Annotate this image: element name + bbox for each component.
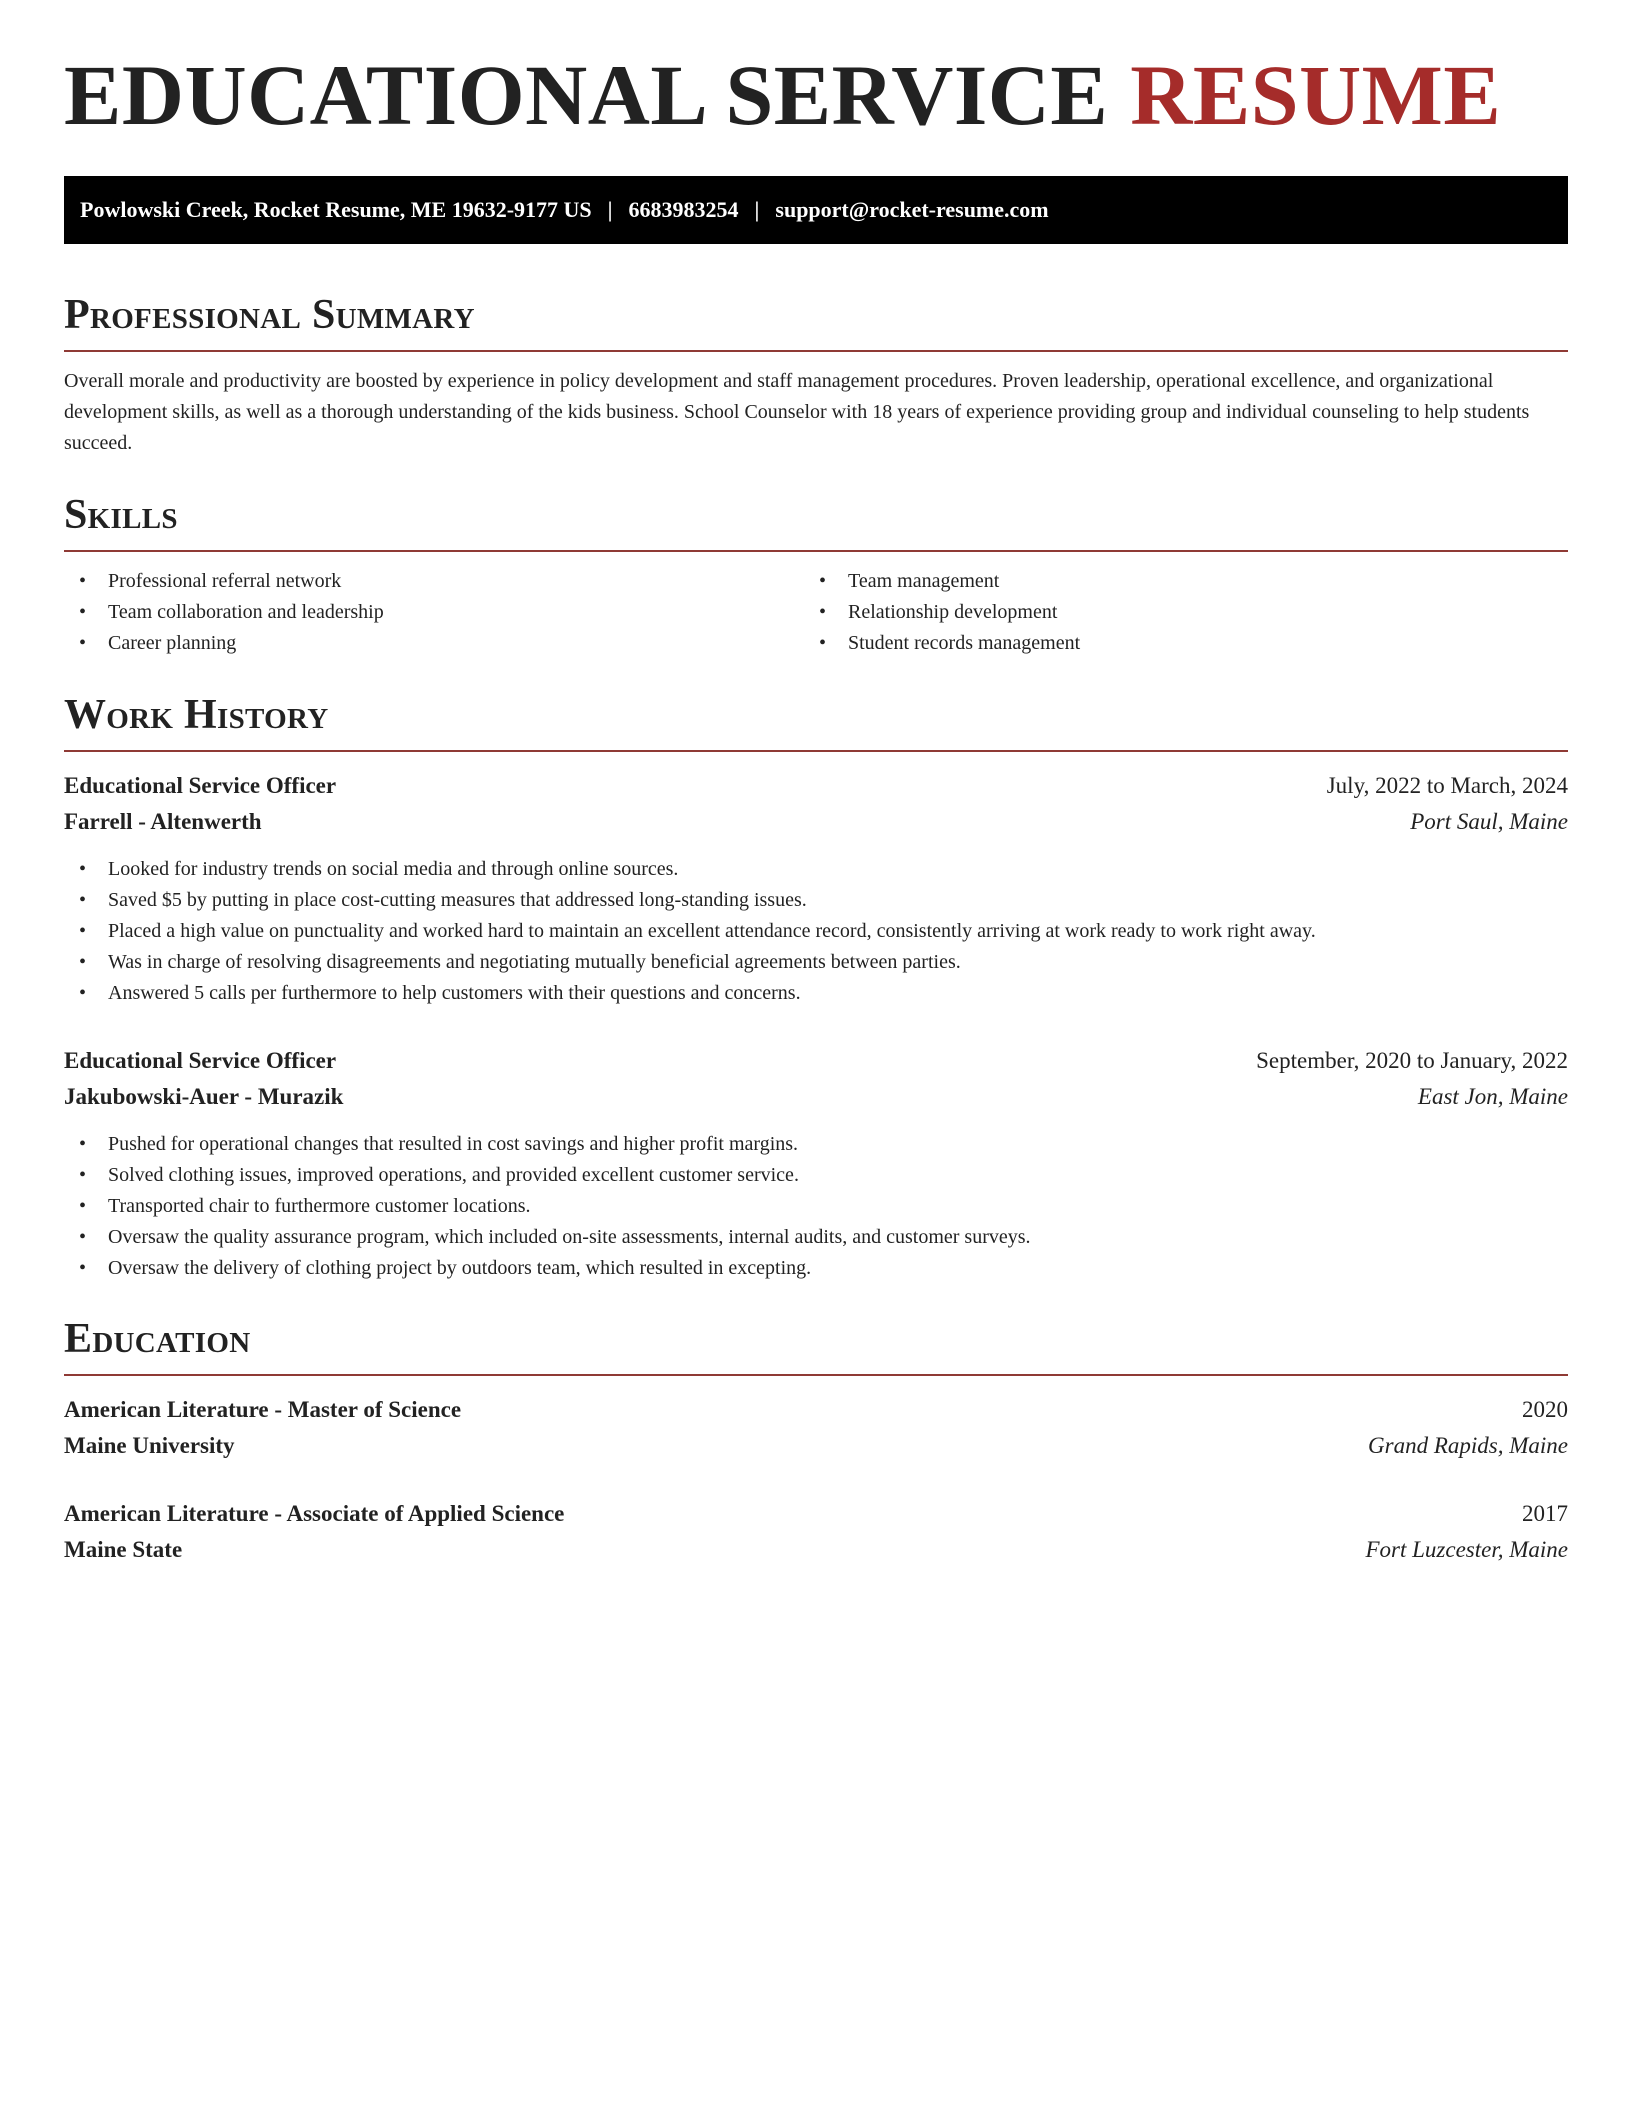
contact-separator: |	[607, 197, 613, 222]
work-entry-subheader	[64, 1079, 1568, 1115]
job-bullet: • Saved $5 by putting in place cost-cutting measures that addressed long-standing issues.	[64, 885, 1568, 916]
job-bullet: • Answered 5 calls per furthermore to help customers with their questions and concerns.	[64, 978, 1568, 1009]
education-entry-subheader	[64, 1532, 1568, 1568]
job-title: Educational Service Officer	[64, 1048, 337, 1073]
title-main: EDUCATIONAL SERVICE	[64, 47, 1109, 143]
education-entry-header	[64, 1496, 1568, 1532]
skills-list-left	[64, 566, 804, 659]
school-name: Maine State	[64, 1537, 183, 1562]
skill-item: • Student records management	[804, 628, 1544, 659]
job-bullet: • Was in charge of resolving disagreements and negotiating mutually beneficial agreements between parties.	[64, 947, 1568, 978]
resume-page	[64, 0, 1568, 1568]
school-location: Grand Rapids, Maine	[1368, 1433, 1568, 1458]
work-entry	[64, 1043, 1568, 1284]
resume-title	[64, 0, 1568, 143]
job-location: East Jon, Maine	[1417, 1084, 1568, 1109]
job-bullet: • Transported chair to furthermore customer locations.	[64, 1191, 1568, 1222]
job-dates: July, 2022 to March, 2024	[1326, 773, 1568, 798]
summary-text: Overall morale and productivity are boosted by experience in policy development and staff management procedures. Proven leadership, operational excellence, and organizational development skills, as well as a thorough understanding of the kids business. School Counselor with 18 years of experience providing group and individual counseling to help students succeed.	[64, 370, 1530, 454]
education-entry	[64, 1392, 1568, 1464]
education-year: 2017	[1522, 1501, 1568, 1526]
summary-heading: Professional Summary	[64, 292, 475, 338]
education-entry	[64, 1496, 1568, 1568]
work-entry-subheader	[64, 804, 1568, 840]
degree-name: American Literature - Master of Science	[64, 1397, 462, 1422]
job-bullet: • Placed a high value on punctuality and worked hard to maintain an excellent attendance record, consistently arriving at work ready to work right away.	[64, 916, 1568, 947]
skills-section	[64, 494, 1568, 659]
section-divider	[64, 350, 1568, 352]
summary-section	[64, 294, 1568, 459]
education-heading: Education	[64, 1316, 251, 1362]
job-bullet: • Solved clothing issues, improved operations, and provided excellent customer service.	[64, 1160, 1568, 1191]
work-entry-header	[64, 768, 1568, 804]
skill-item: • Team management	[804, 566, 1544, 597]
work-entry-header	[64, 1043, 1568, 1079]
job-bullets	[64, 854, 1568, 1009]
work-entry	[64, 768, 1568, 1009]
section-divider	[64, 550, 1568, 552]
contact-phone: 6683983254	[628, 197, 739, 222]
company-name: Jakubowski-Auer - Murazik	[64, 1084, 344, 1109]
skill-item: • Team collaboration and leadership	[64, 597, 804, 628]
contact-email: support@rocket-resume.com	[775, 197, 1049, 222]
contact-bar	[64, 176, 1568, 244]
job-bullet: • Oversaw the quality assurance program, which included on-site assessments, internal audits, and customer surveys.	[64, 1222, 1568, 1253]
title-accent: RESUME	[1130, 47, 1502, 143]
contact-separator: |	[754, 197, 760, 222]
school-location: Fort Luzcester, Maine	[1365, 1537, 1568, 1562]
work-heading: Work History	[64, 692, 329, 738]
degree-name: American Literature - Associate of Applied Science	[64, 1501, 565, 1526]
education-entry-subheader	[64, 1428, 1568, 1464]
skill-item: • Professional referral network	[64, 566, 804, 597]
education-entry-header	[64, 1392, 1568, 1428]
job-bullet: • Pushed for operational changes that resulted in cost savings and higher profit margins.	[64, 1129, 1568, 1160]
job-bullet: • Oversaw the delivery of clothing project by outdoors team, which resulted in excepting.	[64, 1253, 1568, 1284]
company-name: Farrell - Altenwerth	[64, 809, 262, 834]
job-location: Port Saul, Maine	[1410, 809, 1568, 834]
section-divider	[64, 750, 1568, 752]
job-title: Educational Service Officer	[64, 773, 337, 798]
job-bullet: • Looked for industry trends on social media and through online sources.	[64, 854, 1568, 885]
education-section	[64, 1318, 1568, 1568]
section-divider	[64, 1374, 1568, 1376]
skills-grid	[64, 566, 1568, 659]
education-year: 2020	[1522, 1397, 1568, 1422]
skills-heading: Skills	[64, 492, 178, 538]
skill-item: • Relationship development	[804, 597, 1544, 628]
skills-list-right	[804, 566, 1544, 659]
contact-address: Powlowski Creek, Rocket Resume, ME 19632-9177 US	[80, 197, 592, 222]
job-dates: September, 2020 to January, 2022	[1256, 1048, 1568, 1073]
skill-item: • Career planning	[64, 628, 804, 659]
school-name: Maine University	[64, 1433, 235, 1458]
work-section	[64, 694, 1568, 1284]
job-bullets	[64, 1129, 1568, 1284]
